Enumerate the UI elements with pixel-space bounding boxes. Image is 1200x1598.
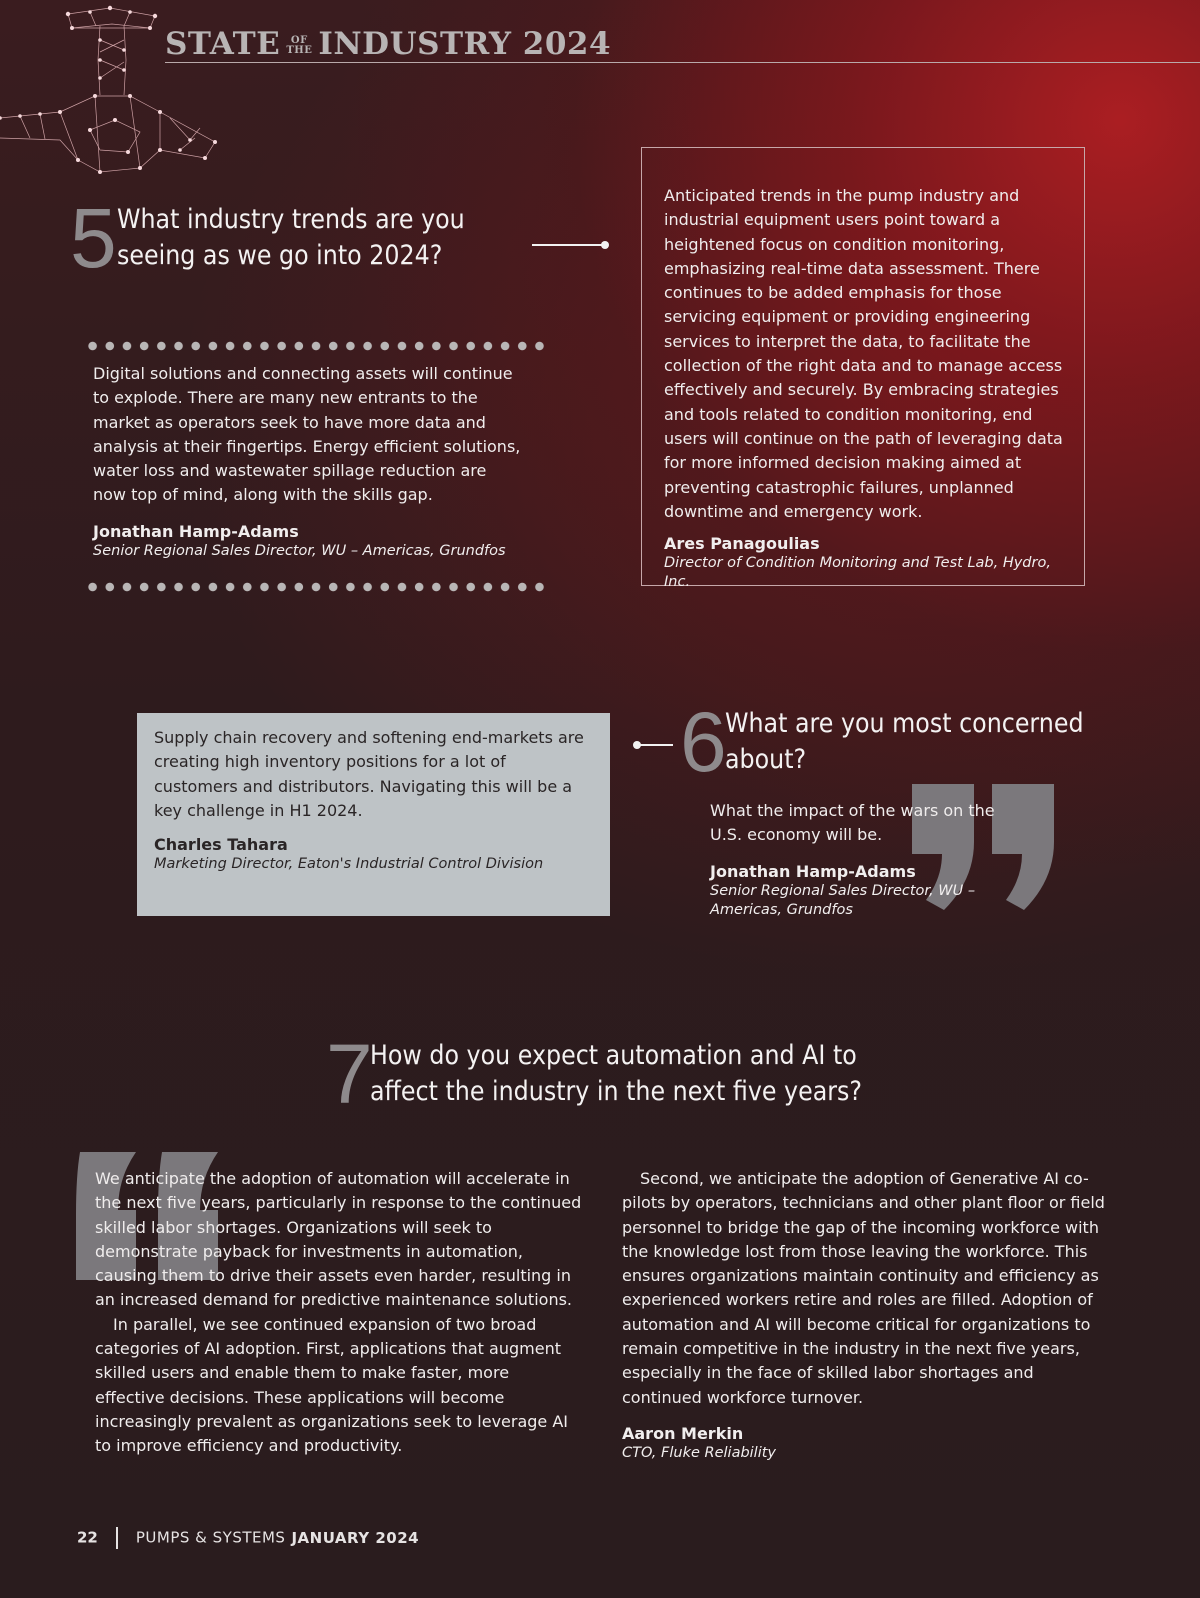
magazine-name: PUMPS & SYSTEMS bbox=[135, 1528, 286, 1547]
q5-right-answer-box bbox=[641, 147, 1085, 591]
q5-left-answer-name: Jonathan Hamp-Adams bbox=[93, 521, 299, 541]
question-5-number: 5 bbox=[70, 191, 117, 285]
q5-right-answer-title: Director of Condition Monitoring and Test Lab, Hydro, Inc. bbox=[664, 555, 1051, 591]
q7-paragraph-3: Second, we anticipate the adoption of Generative AI co-pilots by operators, technicians and other plant floor or field personnel to bridge the gap of the incoming workforce with the knowledge lost from those leaving the workforce. This ensures organizations maintain continuity and efficiency as experienced workers retire and roles are filled. Adoption of automation and AI will become critical for organizations to remain competitive in the industry in the next five years, especially in the face of skilled labor shortages and continued workforce turnover. bbox=[622, 1169, 1105, 1407]
page-footer bbox=[77, 1527, 419, 1549]
q6-right-answer bbox=[710, 799, 1040, 920]
issue-date: JANUARY 2024 bbox=[291, 1528, 420, 1547]
q5-left-answer-title: Senior Regional Sales Director, WU – Americas, Grundfos bbox=[93, 542, 506, 559]
question-7-heading bbox=[370, 1038, 862, 1110]
question-6-heading bbox=[725, 706, 1084, 778]
q6-left-answer-box bbox=[137, 713, 610, 916]
q5-right-answer-text: Anticipated trends in the pump industry and industrial equipment users point toward a heightened focus on condition monitoring, emphasizing real-time data assessment. There continues to be added emphasis for those servicing equipment or providing engineering services to interpret the data, to facilitate the collection of the right data and to manage access effectively and securely. By embracing strategies and tools related to condition monitoring, end users will continue on the path of leveraging data for more informed decision making aimed at preventing catastrophic failures, unplanned downtime and emergency work. bbox=[664, 186, 1063, 521]
q6-left-answer-title: Marketing Director, Eaton's Industrial Control Division bbox=[154, 856, 544, 873]
question-6-line-1: What are you most concerned bbox=[725, 708, 1084, 739]
q7-answer-column-right bbox=[622, 1167, 1117, 1463]
question-5-heading bbox=[117, 202, 465, 274]
q6-right-answer-name: Jonathan Hamp-Adams bbox=[710, 861, 916, 881]
masthead-industry: INDUSTRY 2024 bbox=[318, 26, 612, 62]
q7-answer-title: CTO, Fluke Reliability bbox=[622, 1444, 777, 1461]
masthead-title bbox=[165, 26, 611, 62]
question-7-line-2: affect the industry in the next five years? bbox=[370, 1076, 863, 1107]
question-6-connector bbox=[637, 744, 673, 746]
question-7-number: 7 bbox=[326, 1027, 373, 1121]
question-5-line-2: seeing as we go into 2024? bbox=[117, 240, 443, 271]
dotted-divider-bottom bbox=[84, 582, 547, 592]
page-number: 22 bbox=[77, 1528, 98, 1547]
q7-answer-name: Aaron Merkin bbox=[622, 1423, 744, 1443]
q5-left-answer-text: Digital solutions and connecting assets will continue to explode. There are many new entrants to the market as operators seek to have more data and analysis at their fingertips. Energy efficient solutions, water loss and wastewater spillage reduction are now top of mind, along with the skills gap. bbox=[93, 364, 521, 505]
question-6-number: 6 bbox=[680, 695, 727, 789]
dotted-divider-top bbox=[84, 341, 547, 351]
masthead-the: THE bbox=[286, 44, 313, 56]
q7-paragraph-1: We anticipate the adoption of automation will accelerate in the next five years, particularly in response to the continued skilled labor shortages. Organizations will seek to demonstrate payback for investments in automation, causing them to drive their assets even harder, resulting in an increased demand for predictive maintenance solutions. bbox=[95, 1169, 582, 1310]
q6-right-answer-title: Senior Regional Sales Director, WU – Americas, Grundfos bbox=[710, 882, 976, 918]
q7-answer-column-left bbox=[95, 1167, 583, 1459]
footer-divider bbox=[116, 1527, 118, 1549]
question-5-line-1: What industry trends are you bbox=[117, 204, 465, 235]
question-5-connector-dot bbox=[601, 241, 609, 249]
masthead-state: STATE bbox=[165, 26, 281, 62]
question-6-line-2: about? bbox=[725, 744, 807, 775]
q6-left-answer-text: Supply chain recovery and softening end-markets are creating high inventory positions for a lot of customers and distributors. Navigating this will be a key challenge in H1 2024. bbox=[154, 728, 584, 820]
q6-left-answer-name: Charles Tahara bbox=[154, 835, 288, 855]
q5-right-answer-name: Ares Panagoulias bbox=[664, 534, 820, 554]
question-5-connector bbox=[532, 244, 604, 246]
header-rule bbox=[165, 62, 1200, 63]
question-7-line-1: How do you expect automation and AI to bbox=[370, 1040, 857, 1071]
q5-left-answer bbox=[93, 362, 523, 561]
masthead-of: OF bbox=[290, 34, 308, 46]
masthead-of-the bbox=[286, 36, 312, 56]
q7-paragraph-2: In parallel, we see continued expansion of two broad categories of AI adoption. First, applications that augment skilled users and enable them to make faster, more effective decisions. These applications will become increasingly prevalent as organizations seek to leverage AI to improve efficiency and productivity. bbox=[95, 1314, 569, 1456]
q6-right-answer-text: What the impact of the wars on the U.S. economy will be. bbox=[710, 801, 995, 845]
